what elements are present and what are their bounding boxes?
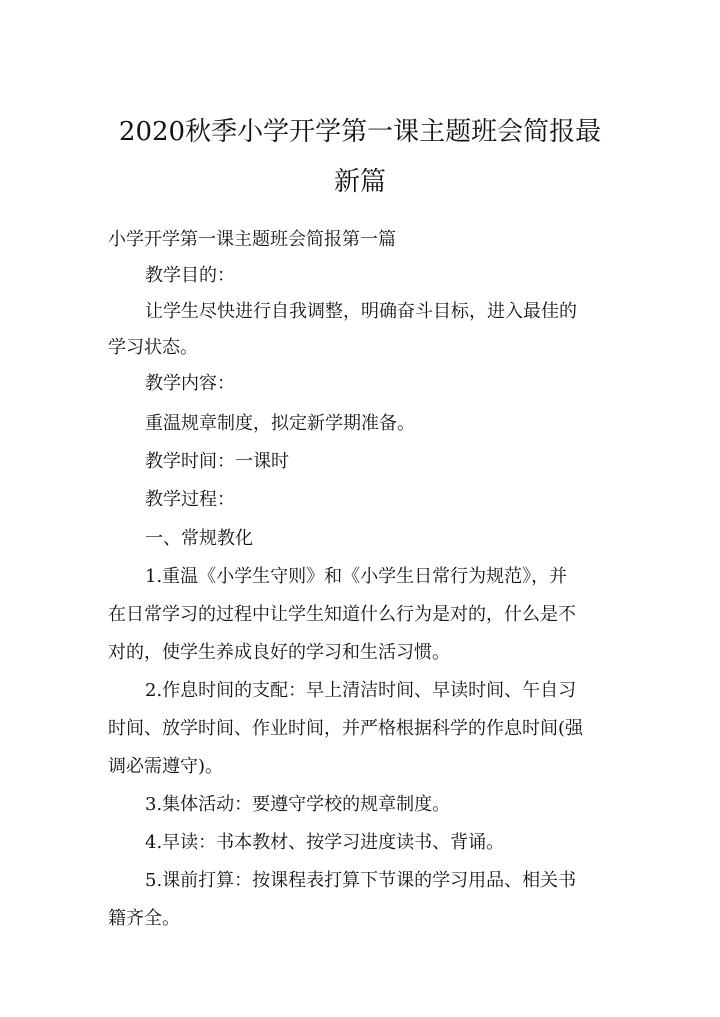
paragraph-line: 让学生尽快进行自我调整，明确奋斗目标，进入最佳的 (145, 301, 577, 322)
paragraph-line: 在日常学习的过程中让学生知道什么行为是对的，什么是不 (108, 604, 576, 625)
paragraph-line: 教学时间：一课时 (145, 451, 289, 472)
paragraph-line: 1.重温《小学生守则》和《小学生日常行为规范》，并 (145, 566, 568, 587)
paragraph-line: 5.课前打算：按课程表打算下节课的学习用品、相关书 (145, 870, 577, 891)
document-title (100, 107, 620, 207)
paragraph-line: 教学过程： (145, 489, 235, 510)
paragraph-line: 教学目的： (145, 265, 235, 286)
paragraph-line: 时间、放学时间、作业时间，并严格根据科学的作息时间(强 (108, 718, 584, 739)
paragraph-line: 教学内容： (145, 373, 235, 394)
title-line-1: 2020秋季小学开学第一课主题班会简报最 (118, 117, 602, 147)
paragraph-line: 学习状态。 (108, 337, 198, 358)
paragraph-line: 3.集体活动：要遵守学校的规章制度。 (145, 794, 451, 815)
paragraph-line: 籍齐全。 (108, 908, 180, 929)
paragraph-line: 调必需遵守)。 (108, 756, 224, 777)
section-heading: 小学开学第一课主题班会简报第一篇 (108, 229, 396, 250)
paragraph-line: 2.作息时间的支配：早上清洁时间、早读时间、午自习 (145, 680, 577, 701)
paragraph-line: 4.早读：书本教材、按学习进度读书、背诵。 (145, 832, 505, 853)
paragraph-line: 一、常规教化 (145, 528, 253, 549)
paragraph-line: 对的，使学生养成良好的学习和生活习惯。 (108, 642, 450, 663)
title-line-2: 新篇 (333, 167, 386, 197)
paragraph-line: 重温规章制度，拟定新学期准备。 (145, 413, 415, 434)
